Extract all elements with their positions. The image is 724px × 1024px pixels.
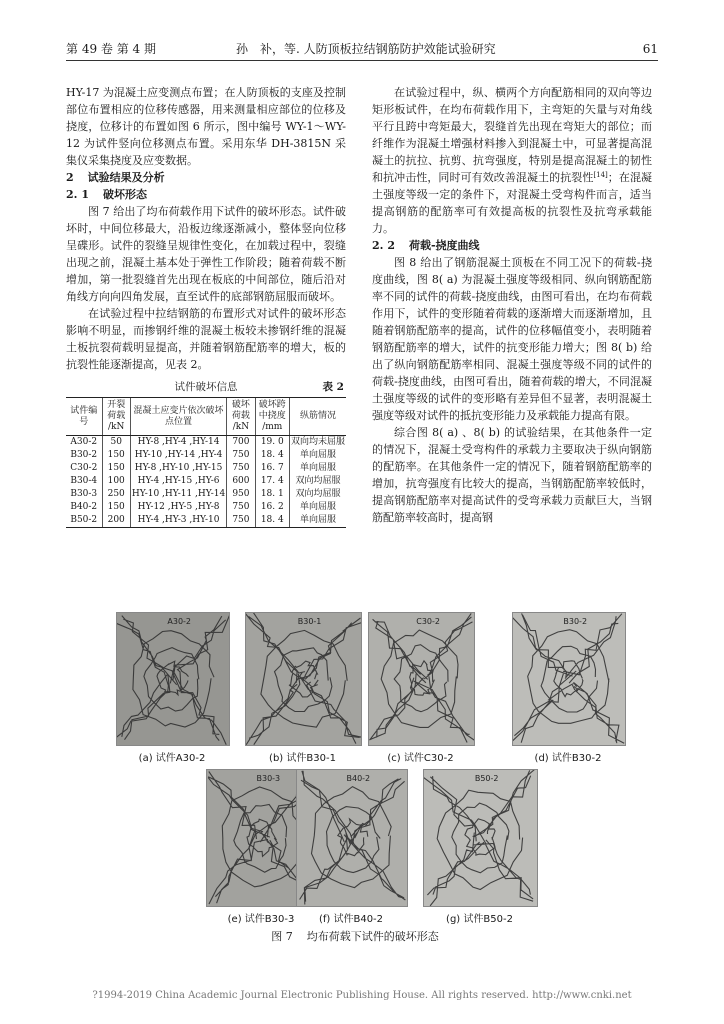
crack-pattern-photo [512,612,626,746]
table-cell: 750 [227,501,255,514]
photo-label: (e) 试件B30-3 [227,914,295,925]
photo-label: (b) 试件B30-1 [269,753,336,764]
table-cell: 单向屈服 [289,462,346,475]
photo-label: (f) 试件B40-2 [318,914,384,925]
journal-volume: 第 49 卷 第 4 期 [66,42,156,56]
table-cell: 16. 2 [255,501,289,514]
svg-text:B30-1: B30-1 [297,617,322,626]
svg-text:B50-2: B50-2 [474,774,499,783]
table-cell: 150 [102,462,130,475]
crack-pattern-photo [423,769,538,907]
table-cell: HY-8 ,HY-4 ,HY-14 [130,436,226,450]
paragraph: 综合图 8( a) 、8( b) 的试验结果，在其他条件一定的情况下，混凝土受弯构件的承载力主要取决于纵向钢筋的配筋率。在其他条件一定的情况下，随着钢筋配筋率的增加，抗弯强度有比较大的提高，当钢筋配筋率较低时，提高钢筋配筋率对提高试件的受弯承载力贡献巨大，当钢筋配筋率较高时，提高钢 [372,426,652,524]
table-header: 破坏跨中挠度 /mm [255,398,289,436]
table-row [66,462,346,475]
table-cell: B30-3 [70,489,98,499]
table-cell: 50 [102,436,130,450]
photo-label: (a) 试件A30-2 [138,753,206,764]
table-cell: 100 [102,475,130,488]
running-title: 孙 补，等. 人防顶板拉结钢筋防护效能试验研究 [236,42,496,56]
table-row [66,436,346,450]
table-cell: 16. 7 [255,462,289,475]
subsection-heading: 2. 2 荷载-挠度曲线 [372,239,480,252]
table-cell: 18. 4 [255,514,289,528]
table-cell: 18. 1 [255,488,289,501]
table-cell: 单向屈服 [289,449,346,462]
photo-label: (d) 试件B30-2 [534,753,602,764]
svg-text:C30-2: C30-2 [416,617,440,626]
table-cell: 单向屈服 [289,514,346,528]
table-cell: 18. 4 [255,449,289,462]
table-cell: HY-8 ,HY-10 ,HY-15 [130,462,226,475]
paragraph: HY-17 为混凝土应变测点布置；在人防顶板的支座及控制部位布置相应的位移传感器，用来测量相应部位的位移及挠度，位移计的布置如图 6 所示，图中编号 WY-1～WY-12 为试件竖向位移测点布置。采用东华 DH-3815N 采集仪采集挠度及应变数据。 [66,86,346,167]
table-cell: 150 [102,501,130,514]
table-row [66,449,346,462]
crack-pattern-photo [368,612,475,746]
table-cell: 600 [227,475,255,488]
table-cell: C30-2 [70,463,98,473]
table-cell: HY-12 ,HY-5 ,HY-8 [130,501,226,514]
table-cell: 双向均屈服 [289,488,346,501]
table-cell: 700 [227,436,255,450]
subsection-heading: 2. 1 破坏形态 [66,188,147,201]
table-row [66,475,346,488]
table-cell: 750 [227,449,255,462]
table-cell: 19. 0 [255,436,289,450]
svg-text:B30-2: B30-2 [563,617,588,626]
table-cell: A30-2 [70,437,98,447]
table-cell: 950 [227,488,255,501]
table-cell: HY-4 ,HY-3 ,HY-10 [130,514,226,528]
table-cell: B30-2 [70,450,98,460]
table-header: 开裂荷载 /kN [102,398,130,436]
table-cell: 双向均屈服 [289,475,346,488]
svg-text:B40-2: B40-2 [346,774,371,783]
crack-pattern-photo [296,769,408,907]
table-cell: 17. 4 [255,475,289,488]
paragraph: 图 8 给出了钢筋混凝土顶板在不同工况下的荷载-挠度曲线，图 8( a) 为混凝土强度等级相同、纵向钢筋配筋率不同的试件的荷载-挠度曲线，由图可看出，在均布荷载作用下，试件的变形随着荷载的逐渐增大而逐渐增加，且随着钢筋配筋率的提高，试件的位移幅值变小，表明随着钢筋配筋率的增大，试件的抗变形能力增大；图 8( b) 给出了纵向钢筋配筋率相同、混凝土强度等级不同的试件的荷载-挠度曲线，由图可看出，随着荷载的增大，不同混凝土强度等级的试件的变形略有差异但不显著，表明混凝土强度等级对试件的抵抗变形能力及承载能力提高有限。 [372,256,652,422]
table-cell: 双向均未屈服 [290,437,345,447]
crack-pattern-photo [116,612,230,746]
running-header [66,34,658,56]
figure-caption: 图 7 均布荷载下试件的破坏形态 [271,930,439,943]
citation: [14] [593,171,608,179]
table-header: 纵筋情况 [289,398,346,436]
copyright-footer: ?1994-2019 China Academic Journal Electronic Publishing House. All rights reserved. http://www.cnki.net [92,990,632,1001]
table-header: 混凝土应变片依次破坏点位置 [130,398,226,436]
svg-text:A30-2: A30-2 [167,617,192,626]
table-cell: B50-2 [66,514,102,528]
right-column [372,84,652,526]
section-heading: 2 试验结果及分析 [66,171,165,184]
table-row [66,501,346,514]
table-caption: 试件破坏信息 表 2 [174,381,344,393]
photo-label: (c) 试件C30-2 [387,753,454,764]
table-cell: 250 [102,488,130,501]
table-row [66,488,346,501]
table-cell: B30-4 [70,476,98,486]
table-cell: 750 [227,462,255,475]
failure-info-table [66,397,346,528]
svg-text:B30-3: B30-3 [256,774,281,783]
table-header: 破坏荷载 /kN [227,398,255,436]
photo-label: (g) 试件B50-2 [446,914,513,925]
page-number: 61 [642,42,658,56]
table-cell: 750 [227,514,255,528]
table-row [66,514,346,528]
paragraph: 在试验过程中，纵、横两个方向配筋相同的双向等边矩形板试件，在均布荷载作用下，主弯矩的矢量与对角线平行且跨中弯矩最大，裂缝首先出现在弯矩大的部位；而纤维作为混凝土增强材料掺入到混凝土中，可显著提高混凝土的抗拉、抗剪、抗弯强度，特别是提高混凝土的韧性和抗冲击性，同时可有效改善混凝土的抗裂性[14]；在混凝土强度等级一定的条件下，对混凝土受弯构件而言，适当提高钢筋的配筋率可有效提高板的抗裂性及抗弯承载能力。 [372,86,653,235]
paragraph: 在试验过程中拉结钢筋的布置形式对试件的破坏形态影响不明显，而掺钢纤维的混凝土板较未掺钢纤维的混凝土板抗裂荷载明显提高，并随着钢筋配筋率的增大，板的抗裂性能逐渐提高，见表 2。 [66,307,346,371]
left-column [66,84,346,528]
table-cell: 200 [102,514,130,528]
table-cell: 单向屈服 [289,501,346,514]
crack-pattern-photo [245,612,362,746]
table-cell: 150 [102,449,130,462]
table-cell: HY-10 ,HY-14 ,HY-4 [130,449,226,462]
paragraph: 图 7 给出了均布荷载作用下试件的破坏形态。试件破坏时，中间位移最大，沿板边缘逐渐减小，整体竖向位移呈碟形。试件的裂缝呈规律性变化，在加载过程中，裂缝出现之前，混凝土基本处于弹性工作阶段；随着荷载不断增加，第一批裂缝首先出现在板底的中间部位，随后沿对角线方向向四角发展，直至试件的底部钢筋屈服而破坏。 [66,205,346,303]
table-cell: B40-2 [70,502,98,512]
table-header: 试件编号 [66,398,102,436]
table-cell: HY-4 ,HY-15 ,HY-6 [130,475,226,488]
table-cell: HY-10 ,HY-11 ,HY-14 [131,489,226,499]
header-rule [66,60,658,61]
